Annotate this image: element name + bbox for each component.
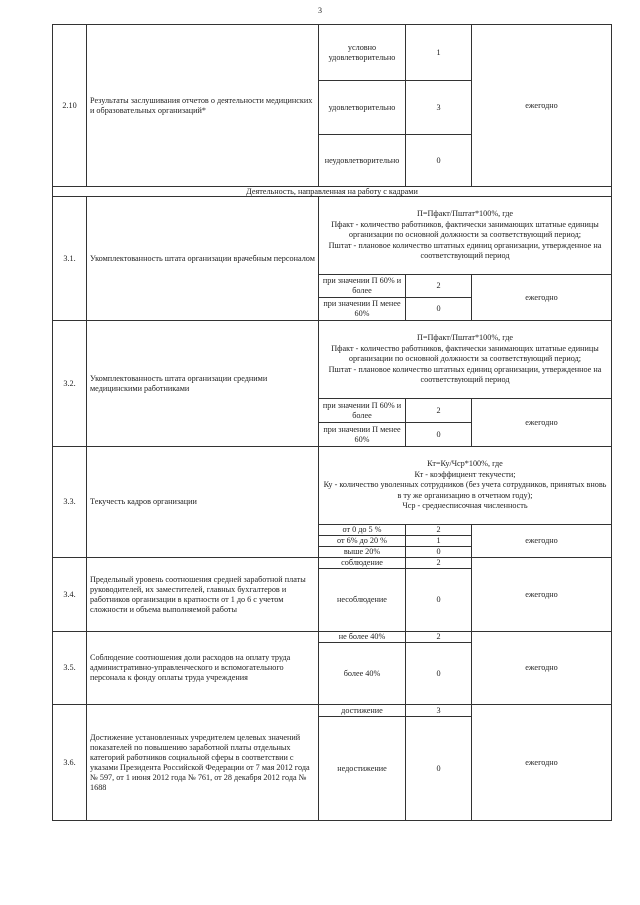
criterion-score: 0	[406, 717, 472, 821]
page-number: 3	[318, 6, 322, 15]
criterion-score: 1	[406, 536, 472, 547]
indicator-name: Укомплектованность штата организации врачебным персоналом	[87, 197, 319, 321]
formula-line: Пфакт - количество работников, фактически занимающих штатные единицы организации по основной должности за соответствующий период;	[331, 219, 599, 240]
criterion-label: не более 40%	[319, 632, 406, 643]
indicator-name: Результаты заслушивания отчетов о деятельности медицинских и образовательных организаций*	[87, 25, 319, 187]
formula-line: П=Пфакт/Пштат*100%, где	[416, 333, 514, 343]
criterion-score: 2	[406, 525, 472, 536]
indicator-name: Достижение установленных учредителем целевых значений показателей по повышению заработной платы отдельных категорий работников социальной сферы в соответствии с указами Президента Российской Федерации от 7 мая 2012 года № 597, от 1 июня 2012 года № 761, от 28 декабря 2012 года № 1688	[87, 705, 319, 821]
frequency: ежегодно	[472, 705, 612, 821]
criterion-label: от 6% до 20 %	[319, 536, 406, 547]
criterion-score: 1	[406, 25, 472, 81]
criterion-score: 2	[406, 275, 472, 298]
frequency: ежегодно	[472, 399, 612, 447]
formula-line: Пштат - плановое количество штатных единиц организации, утвержденное на соответствующий период	[328, 240, 602, 261]
formula-line: Кт=Ку/Чср*100%, где	[427, 459, 503, 469]
formula	[319, 321, 612, 399]
criterion-label: достижение	[319, 705, 406, 717]
criteria-table	[52, 24, 612, 821]
frequency: ежегодно	[472, 558, 612, 632]
indicator-name: Текучесть кадров организации	[87, 447, 319, 558]
criterion-score: 3	[406, 81, 472, 135]
criterion-label: несоблюдение	[319, 569, 406, 632]
row-number: 3.6.	[53, 705, 87, 821]
criterion-score: 0	[406, 298, 472, 321]
criterion-score: 0	[406, 135, 472, 187]
frequency: ежегодно	[472, 25, 612, 187]
criterion-label: при значении П менее 60%	[319, 423, 406, 447]
criterion-label: при значении П 60% и более	[319, 399, 406, 423]
criterion-label: соблюдение	[319, 558, 406, 569]
formula-line: Ку - количество уволенных сотрудников (без учета сотрудников, принятых вновь в ту же организацию в отчетном году);	[323, 480, 607, 500]
indicator-name: Соблюдение соотношения доли расходов на оплату труда административно-управленческого и вспомогательного персонала к фонду оплаты труда учреждения	[87, 632, 319, 705]
criterion-label: при значении П 60% и более	[319, 275, 406, 298]
formula	[319, 447, 612, 525]
frequency: ежегодно	[472, 632, 612, 705]
criterion-score: 0	[406, 423, 472, 447]
formula-line: П=Пфакт/Пштат*100%, где	[416, 209, 514, 219]
frequency: ежегодно	[472, 525, 612, 558]
formula-line: Пштат - плановое количество штатных единиц организации, утвержденное на соответствующий период	[328, 364, 602, 385]
criterion-score: 0	[406, 569, 472, 632]
criterion-score: 2	[406, 399, 472, 423]
row-number: 2.10	[53, 25, 87, 187]
formula-line: Пфакт - количество работников, фактически занимающих штатные единицы организации по основной должности за соответствующий период;	[331, 343, 599, 364]
formula-line: Кт - коэффициент текучести;	[414, 469, 516, 479]
criterion-label: удовлетворительно	[319, 81, 406, 135]
criterion-label: при значении П менее 60%	[319, 298, 406, 321]
criterion-label: от 0 до 5 %	[319, 525, 406, 536]
indicator-name: Укомплектованность штата организации средними медицинскими работниками	[87, 321, 319, 447]
row-number: 3.1.	[53, 197, 87, 321]
criterion-score: 3	[406, 705, 472, 717]
criterion-label: выше 20%	[319, 547, 406, 558]
formula-line: Чср - среднесписочная численность	[402, 501, 528, 511]
criterion-score: 2	[406, 632, 472, 643]
indicator-name: Предельный уровень соотношения средней заработной платы руководителей, их заместителей, главных бухгалтеров и работников организации в кратности от 1 до 6 с учетом сложности и объема выполняемой работы	[87, 558, 319, 632]
criterion-label: условно удовлетворительно	[319, 25, 406, 81]
section-title: Деятельность, направленная на работу с кадрами	[53, 187, 612, 197]
criterion-label: недостижение	[319, 717, 406, 821]
row-number: 3.4.	[53, 558, 87, 632]
formula	[319, 197, 612, 275]
criterion-label: более 40%	[319, 643, 406, 705]
criterion-score: 2	[406, 558, 472, 569]
row-number: 3.3.	[53, 447, 87, 558]
frequency: ежегодно	[472, 275, 612, 321]
row-number: 3.2.	[53, 321, 87, 447]
criterion-label: неудовлетворительно	[319, 135, 406, 187]
criterion-score: 0	[406, 547, 472, 558]
row-number: 3.5.	[53, 632, 87, 705]
criterion-score: 0	[406, 643, 472, 705]
